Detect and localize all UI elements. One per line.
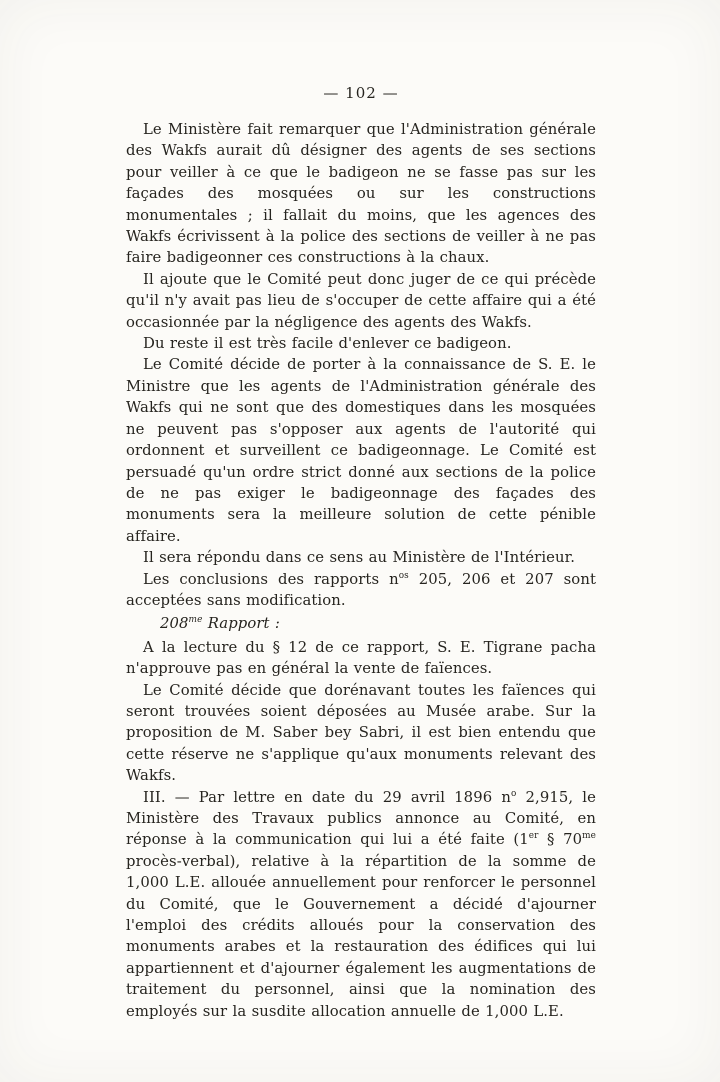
page-number: — 102 — xyxy=(323,84,399,102)
paragraph xyxy=(126,613,596,634)
paragraph-text: procès-verbal), relative à la répartition de la somme de 1,000 L.E. allouée annuellement pour renforcer le personnel du Comité, que le Gouvernement a décidé d'ajourner l'emploi des crédits alloués pour la conservation des monuments arabes et la restauration des édifices qui lui appartiennent et d'ajourner également les augmentations de traitement du personnel, ainsi que la nomination des employés sur la susdite allocation annuelle de 1,000 L.E. xyxy=(126,852,596,1020)
paragraph xyxy=(126,787,596,1022)
paragraph-text: Il sera répondu dans ce sens au Ministère de l'Intérieur. xyxy=(143,549,576,567)
paragraph-text: A la lecture du § 12 de ce rapport, S. E. Tigrane pacha n'approuve pas en général la vente de faïences. xyxy=(126,638,596,678)
paragraph-text: Rapport : xyxy=(202,615,280,633)
page-text xyxy=(126,119,596,1022)
paragraph-text: 208 xyxy=(160,615,189,633)
paragraph-text: Du reste il est très facile d'enlever ce badigeon. xyxy=(143,335,512,353)
paragraph-text: Il ajoute que le Comité peut donc juger de ce qui précède qu'il n'y avait pas lieu de s'occuper de cette affaire qui a été occasionnée par la négligence des agents des Wakfs. xyxy=(126,270,596,331)
paragraph xyxy=(126,269,596,333)
paragraph-text: Les conclusions des rapports n xyxy=(143,570,399,588)
paragraph-text: 2,915, le Ministère des Travaux publics annonce au Comité, en réponse à la communication qui lui a été faite (1 xyxy=(126,788,596,849)
paragraph-text: Le Comité décide de porter à la connaissance de S. E. le Ministre que les agents de l'Administration générale des Wakfs qui ne sont que des domestiques dans les mosquées ne peuvent pas s'opposer aux agents de l'autorité qui ordonnent et surveillent ce badigeonnage. Le Comité est persuadé qu'un ordre strict donné aux sections de la police de ne pas exiger le badigeonnage des façades des monuments sera la meilleure solution de cette pénible affaire. xyxy=(126,356,596,545)
superscript-text: o xyxy=(510,788,517,799)
paragraph xyxy=(126,569,596,612)
paragraph-text: III. — Par lettre en date du 29 avril 1896 n xyxy=(143,788,511,806)
superscript-text: me xyxy=(582,831,597,842)
paragraph xyxy=(126,680,596,787)
superscript-text: er xyxy=(528,831,539,842)
paragraph xyxy=(126,637,596,680)
paragraph-text: § 70 xyxy=(538,831,583,849)
paragraph xyxy=(126,354,596,547)
paragraph-text: Le Ministère fait remarquer que l'Administration générale des Wakfs aurait dû désigner des agents de ses sections pour veiller à ce que le badigeon ne se fasse pas sur les façades des mosquées ou sur les constructions monumentales ; il fallait du moins, que les agences des Wakfs écrivissent à la police des sections de veiller à ne pas faire badigeonner ces constructions à la chaux. xyxy=(126,121,596,267)
paragraph-text: Le Comité décide que dorénavant toutes les faïences qui seront trouvées soient déposées au Musée arabe. Sur la proposition de M. Saber bey Sabri, il est bien entendu que cette réserve ne s'applique qu'aux monuments relevant des Wakfs. xyxy=(126,681,596,785)
paragraph xyxy=(126,333,596,354)
paragraph xyxy=(126,119,596,269)
paragraph-text: 205, 206 et 207 sont acceptées sans modification. xyxy=(126,570,596,609)
paragraph xyxy=(126,547,596,568)
superscript-text: me xyxy=(188,615,203,626)
superscript-text: os xyxy=(398,570,409,581)
